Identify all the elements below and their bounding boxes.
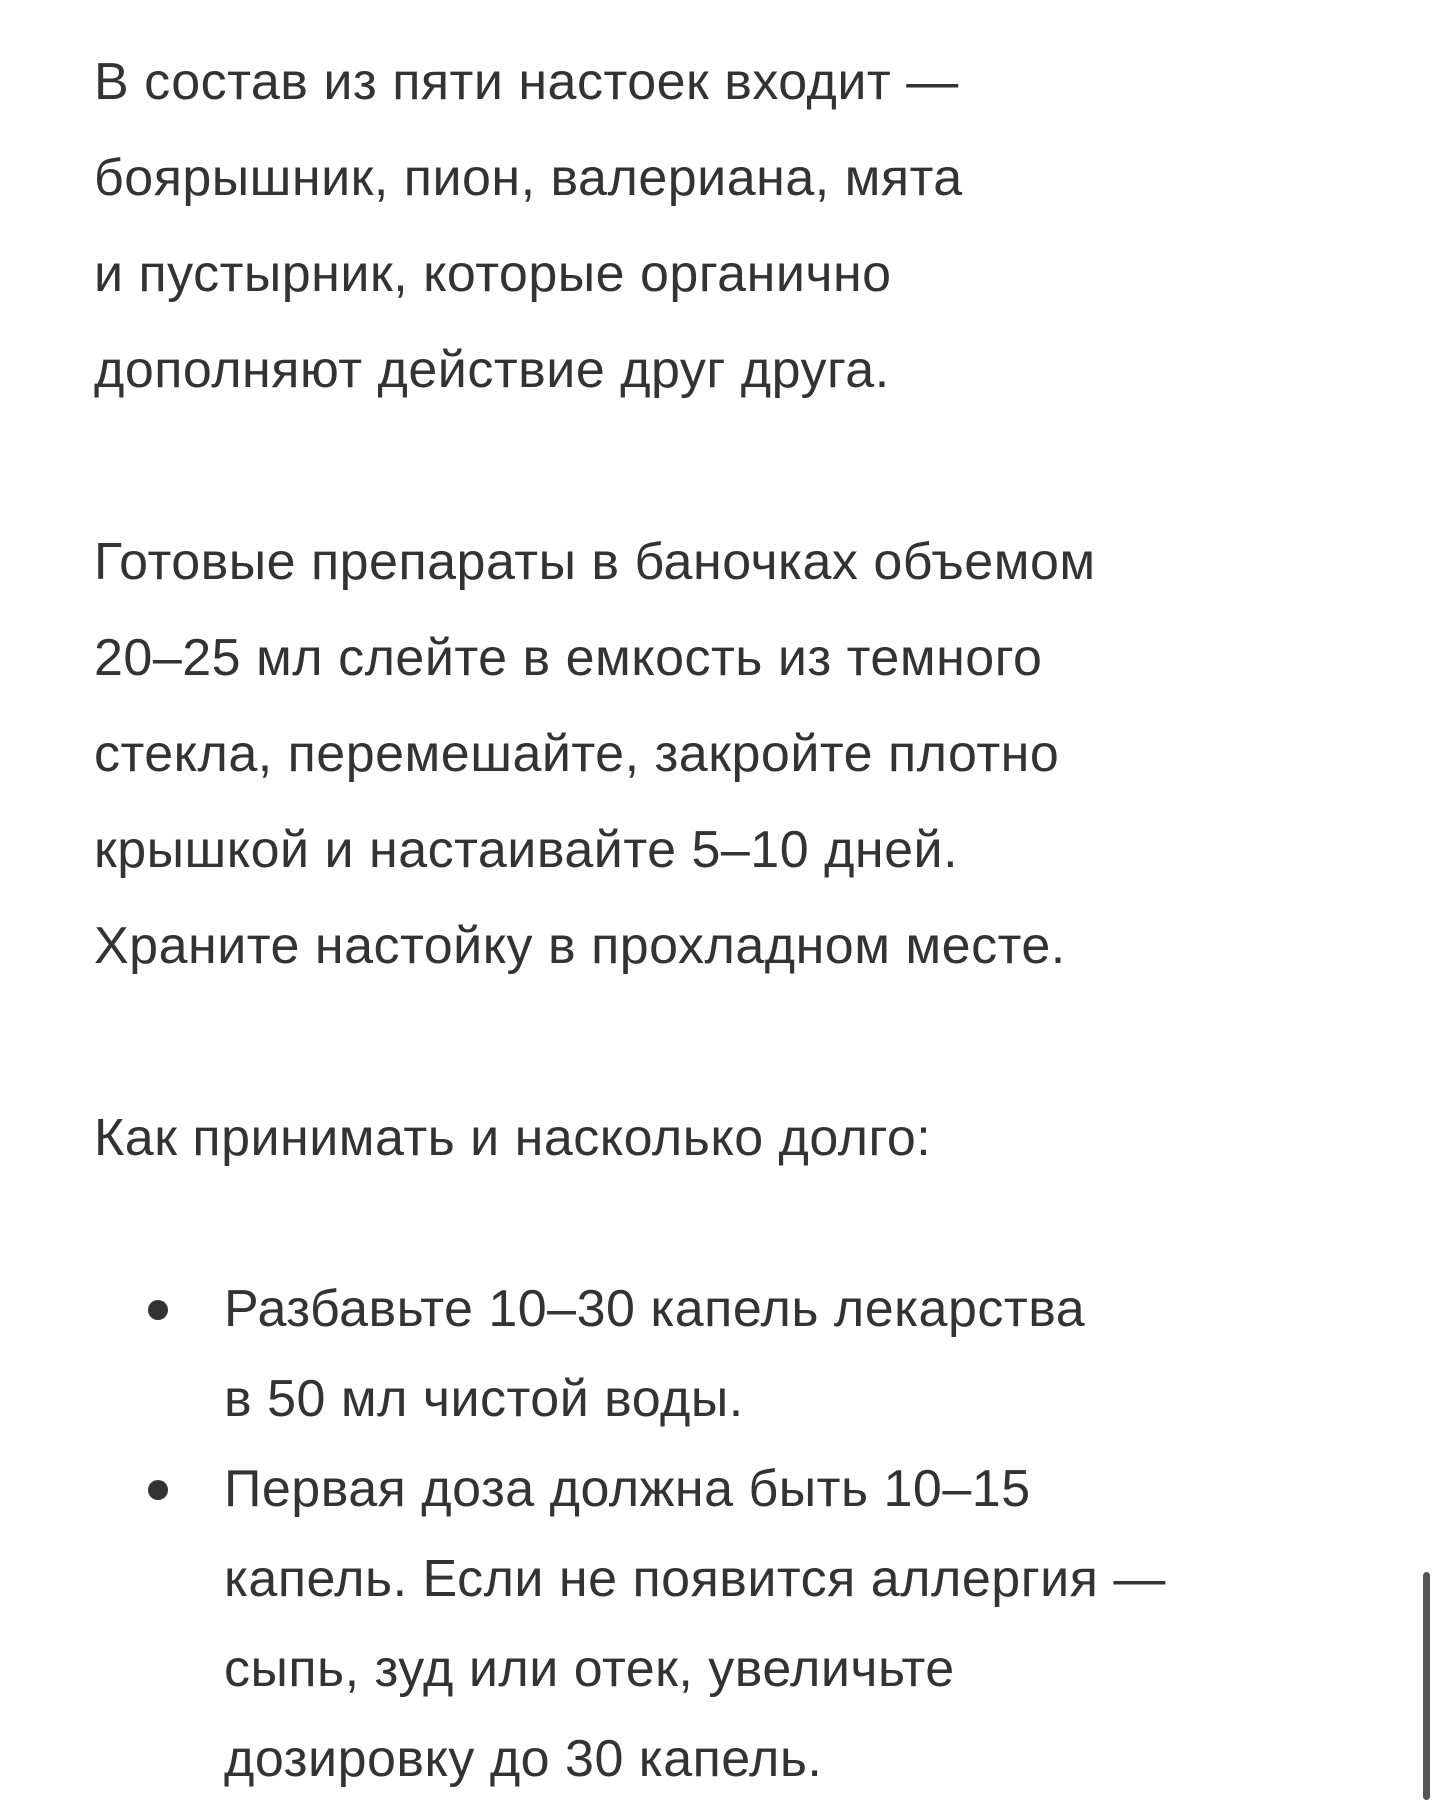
text-line: дополняют действие друг друга.	[94, 341, 890, 399]
text-line: дозировку до 30 капель.	[224, 1730, 823, 1788]
text-line: сыпь, зуд или отек, увеличьте	[224, 1640, 955, 1698]
text-line: Как принимать и насколько долго:	[94, 1109, 932, 1167]
article-body	[94, 34, 1364, 1804]
text-line: Готовые препараты в баночках объемом	[94, 533, 1096, 591]
text-line: крышкой и настаивайте 5–10 дней.	[94, 821, 959, 879]
paragraph-ingredients	[94, 34, 1364, 418]
paragraph-preparation	[94, 514, 1364, 994]
text-line: 20–25 мл слейте в емкость из темного	[94, 629, 1043, 687]
text-line: Разбавьте 10–30 капель лекарства	[224, 1280, 1086, 1338]
text-line: капель. Если не появится аллергия —	[224, 1550, 1166, 1608]
text-line: В состав из пяти настоек входит —	[94, 53, 959, 111]
list-item	[94, 1444, 1364, 1804]
bullet-icon	[148, 1300, 168, 1320]
usage-list	[94, 1264, 1364, 1804]
list-item	[94, 1264, 1364, 1444]
scrollbar[interactable]	[1423, 1572, 1430, 1800]
text-line: стекла, перемешайте, закройте плотно	[94, 725, 1060, 783]
bullet-icon	[148, 1480, 168, 1500]
text-line: Первая доза должна быть 10–15	[224, 1460, 1031, 1518]
text-line: и пустырник, которые органично	[94, 245, 892, 303]
section-heading-usage	[94, 1090, 1364, 1186]
text-line: боярышник, пион, валериана, мята	[94, 149, 963, 207]
text-line: в 50 мл чистой воды.	[224, 1370, 744, 1428]
text-line: Храните настойку в прохладном месте.	[94, 917, 1066, 975]
